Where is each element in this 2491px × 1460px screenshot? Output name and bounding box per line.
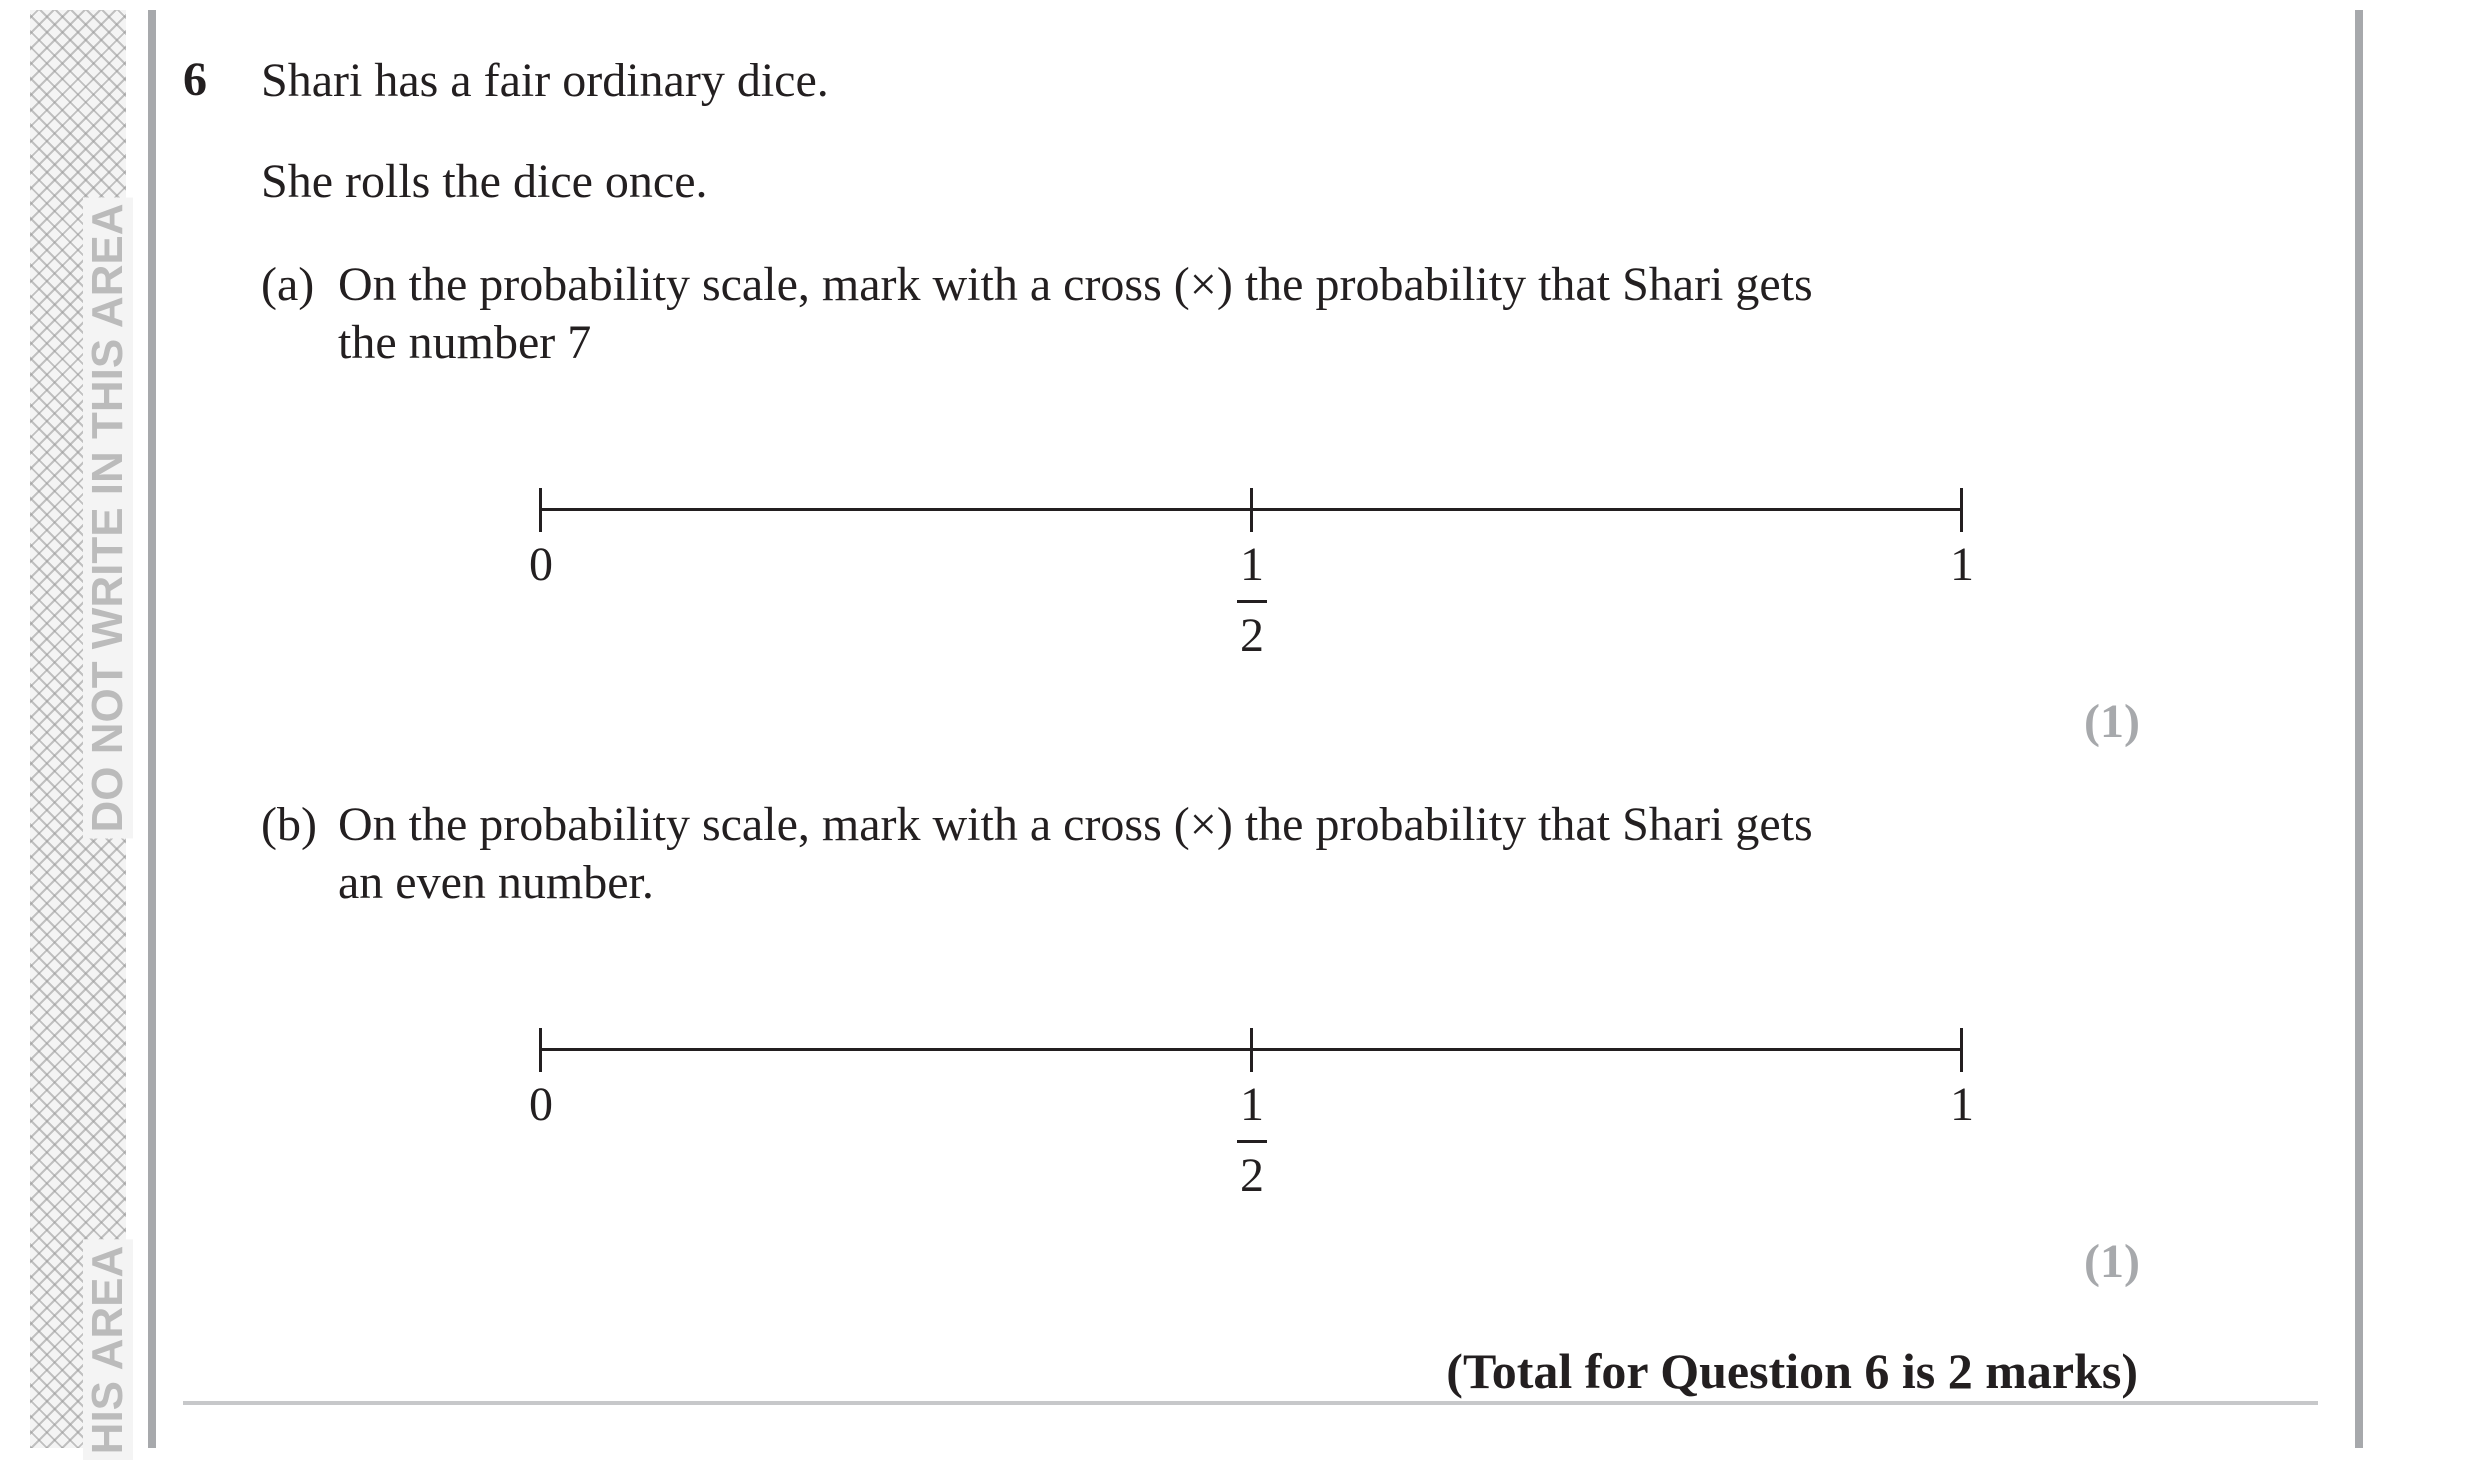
scale-label-zero: 0 <box>529 1078 553 1131</box>
fraction-denominator: 2 <box>1240 1149 1264 1202</box>
scale-tick-one <box>1960 1028 1963 1072</box>
question-intro-line2: She rolls the dice once. <box>261 155 708 208</box>
right-border-rule <box>2355 10 2363 1448</box>
scale-label-one: 1 <box>1950 538 1974 591</box>
scale-label-half <box>1237 1078 1267 1203</box>
fraction-bar <box>1237 1140 1267 1143</box>
part-b-text-line2: an even number. <box>338 856 654 909</box>
fraction-numerator: 1 <box>1240 1078 1264 1131</box>
probability-scale-b[interactable] <box>0 1048 2491 1218</box>
part-a-text-line2: the number 7 <box>338 316 592 369</box>
part-b-label: (b) <box>261 798 317 851</box>
margin-warning-upper: DO NOT WRITE IN THIS AREA <box>83 197 133 838</box>
do-not-write-margin <box>30 10 132 1455</box>
scale-label-one: 1 <box>1950 1078 1974 1131</box>
question-intro-line1: Shari has a fair ordinary dice. <box>261 54 829 107</box>
fraction-denominator: 2 <box>1240 609 1264 662</box>
probability-scale-a[interactable] <box>0 508 2491 678</box>
scale-tick-half <box>1250 488 1253 532</box>
fraction-bar <box>1237 600 1267 603</box>
part-a-marks: (1) <box>2084 695 2140 748</box>
left-border-rule <box>148 10 156 1448</box>
scale-tick-one <box>1960 488 1963 532</box>
question-total-marks: (Total for Question 6 is 2 marks) <box>1446 1343 2138 1399</box>
scale-label-half <box>1237 538 1267 663</box>
part-a-label: (a) <box>261 258 315 311</box>
scale-tick-half <box>1250 1028 1253 1072</box>
part-a-text-line1: On the probability scale, mark with a cross (×) the probability that Shari gets <box>338 258 1813 311</box>
part-b-text-line1: On the probability scale, mark with a cross (×) the probability that Shari gets <box>338 798 1813 851</box>
part-b-marks: (1) <box>2084 1235 2140 1288</box>
question-number: 6 <box>183 53 207 106</box>
scale-tick-zero <box>539 1028 542 1072</box>
scale-label-zero: 0 <box>529 538 553 591</box>
scale-tick-zero <box>539 488 542 532</box>
fraction-numerator: 1 <box>1240 538 1264 591</box>
bottom-divider <box>183 1401 2318 1405</box>
margin-warning-lower: HIS AREA <box>83 1240 133 1460</box>
